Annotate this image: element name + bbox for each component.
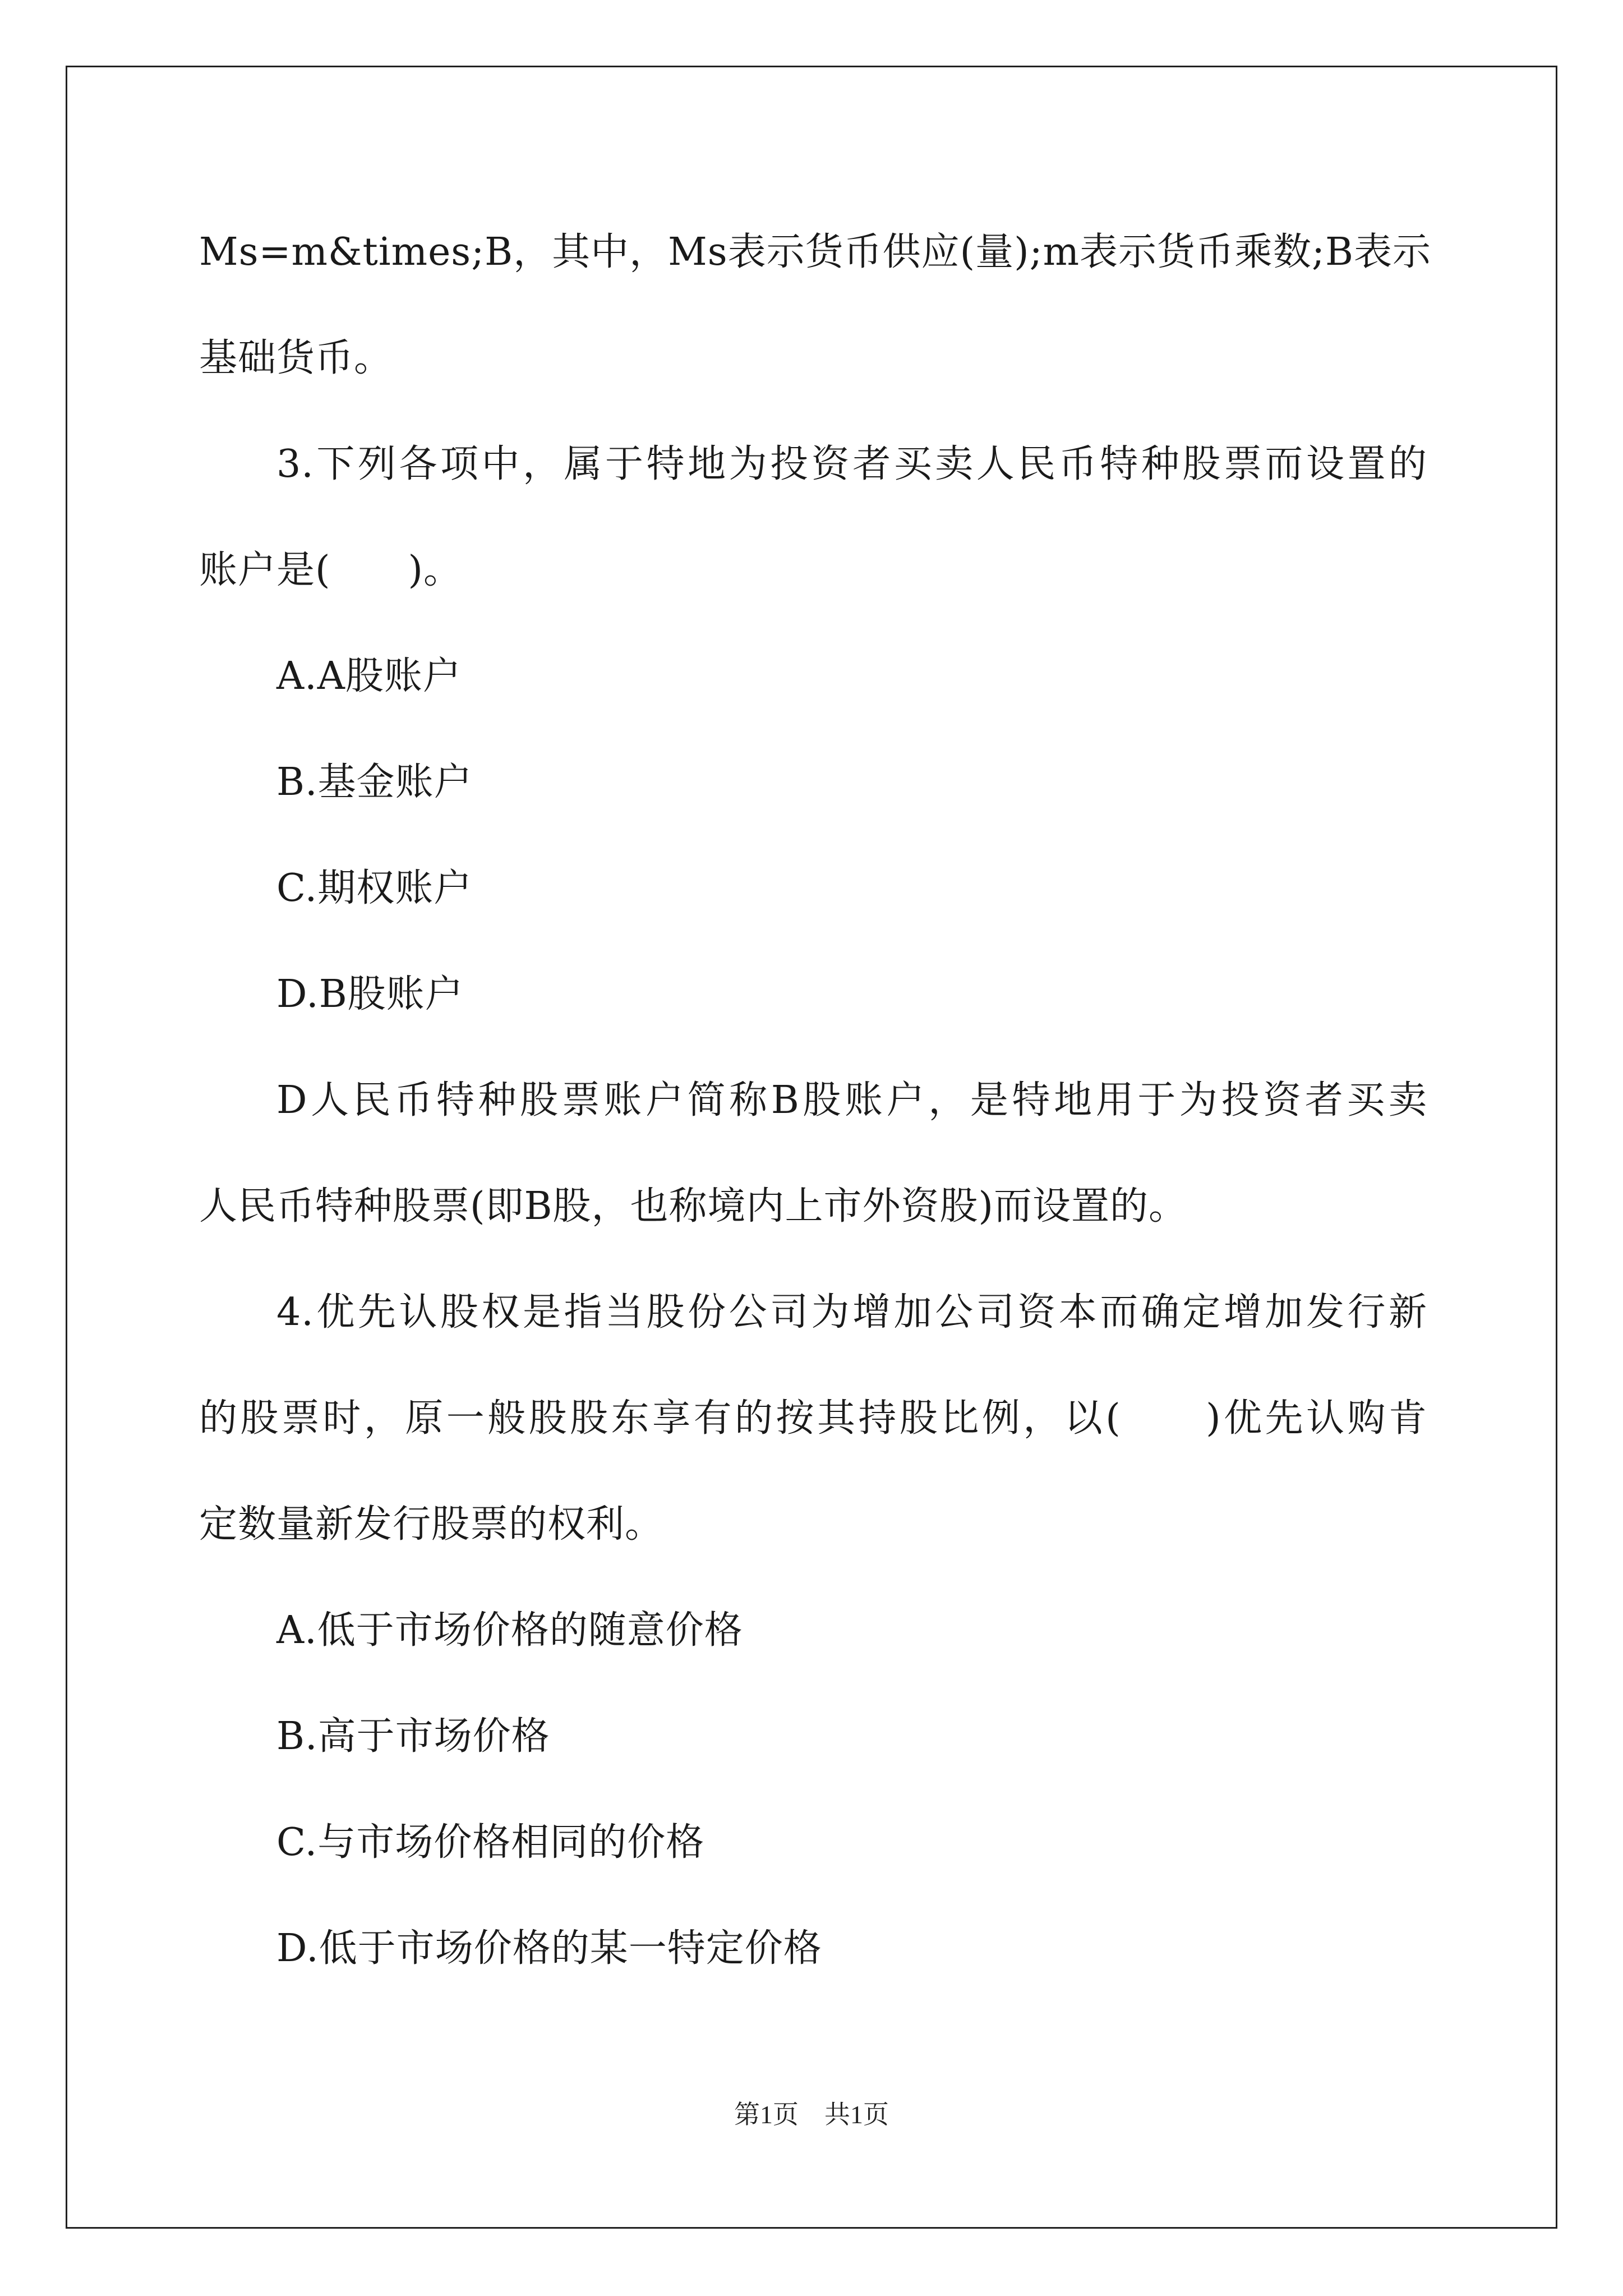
- q4-option-a: A.低于市场价格的随意价格: [276, 1608, 743, 1653]
- q4-option-d: D.低于市场价格的某一特定价格: [276, 1926, 822, 1971]
- question-4-stem: 4.优先认股权是指当股份公司为增加公司资本而确定增加发行新: [276, 1290, 1427, 1335]
- q3-answer-cont: 人民币特种股票(即B股，也称境内上市外资股)而设置的。: [199, 1184, 1188, 1228]
- q4-option-c: C.与市场价格相同的价格: [276, 1820, 705, 1865]
- page-footer: [0, 2098, 1623, 2132]
- page-number: 第1页 共1页: [734, 2100, 889, 2129]
- q3-answer: D人民币特种股票账户简称B股账户，是特地用于为投资者买卖: [276, 1078, 1427, 1122]
- question-3-stem: 3.下列各项中，属于特地为投资者买卖人民币特种股票而设置的: [276, 442, 1427, 486]
- q4-option-b: B.高于市场价格: [276, 1714, 550, 1759]
- text-line: 基础货币。: [199, 336, 393, 380]
- q3-option-c: C.期权账户: [276, 866, 473, 910]
- question-4-stem-end: 定数量新发行股票的权利。: [199, 1502, 664, 1547]
- q3-option-b: B.基金账户: [276, 760, 473, 804]
- page-frame: [66, 66, 1557, 2229]
- question-4-stem-cont: 的股票时，原一般股股东享有的按其持股比例，以( )优先认购肯: [199, 1396, 1427, 1441]
- question-3-stem-cont: 账户是( )。: [199, 548, 463, 592]
- q3-option-a: A.A股账户: [276, 654, 462, 698]
- q3-option-d: D.B股账户: [276, 972, 464, 1016]
- text-line: Ms=m&times;B，其中，Ms表示货币供应(量);m表示货币乘数;B表示: [199, 230, 1431, 274]
